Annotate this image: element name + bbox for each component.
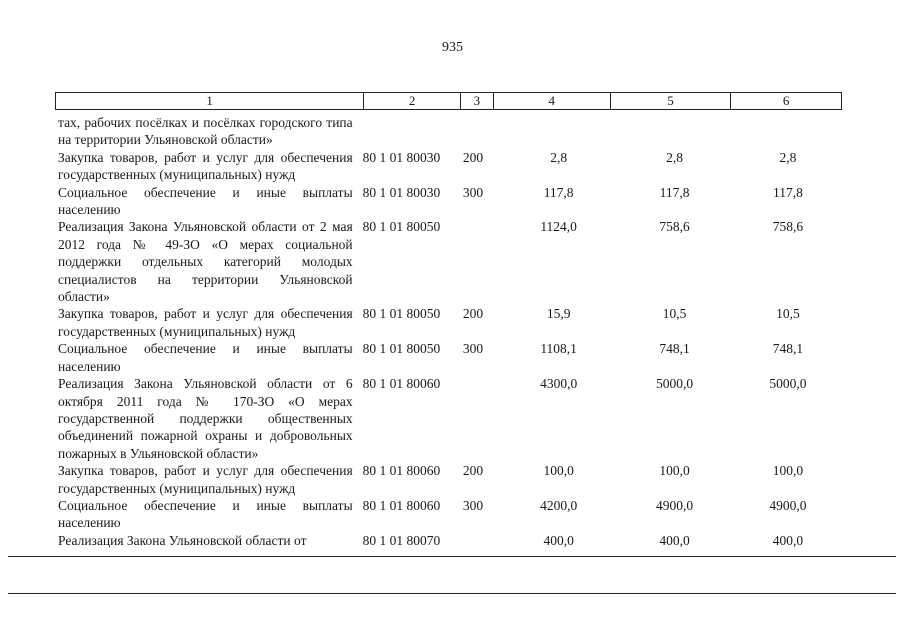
row-code: 80 1 01 80030 <box>362 184 441 200</box>
table-row <box>55 184 842 219</box>
row-value-4: 400,0 <box>543 532 574 548</box>
row-code: 80 1 01 80060 <box>362 376 441 392</box>
row-description: Закупка товаров, работ и услуг для обеспечения государственных (муниципальных) нужд <box>58 463 353 496</box>
table-row <box>55 462 842 497</box>
row-value-4: 117,8 <box>543 184 574 200</box>
row-description: тах, рабочих посёлках и посёлках городского типа на территории Ульяновской области» <box>58 115 353 148</box>
row-value-6: 4900,0 <box>769 497 807 513</box>
row-value-5: 5000,0 <box>655 376 694 392</box>
row-description: Социальное обеспечение и иные выплаты населению <box>58 341 353 374</box>
row-description: Реализация Закона Ульяновской области от <box>58 532 307 548</box>
row-type: 300 <box>462 184 484 200</box>
row-type <box>461 218 502 305</box>
row-value-5: 748,1 <box>659 341 690 357</box>
table-row <box>55 375 842 462</box>
header-col-3: 3 <box>461 93 494 109</box>
row-description: Закупка товаров, работ и услуг для обеспечения государственных (муниципальных) нужд <box>58 306 353 339</box>
header-col-5: 5 <box>611 93 732 109</box>
table-row <box>55 532 842 549</box>
row-code: 80 1 01 80030 <box>362 149 441 165</box>
table-row <box>55 305 842 340</box>
row-value-5: 4900,0 <box>655 497 694 513</box>
row-value-6: 748,1 <box>772 341 804 357</box>
row-code <box>353 114 461 149</box>
row-type: 200 <box>462 463 484 479</box>
table-body <box>55 114 842 549</box>
row-value-6: 117,8 <box>773 184 803 200</box>
row-description: Закупка товаров, работ и услуг для обеспечения государственных (муниципальных) нужд <box>58 149 353 183</box>
row-type: 200 <box>462 306 484 322</box>
row-value-4: 100,0 <box>543 463 574 479</box>
row-value-4: 4300,0 <box>540 376 578 392</box>
row-code: 80 1 01 80050 <box>362 341 441 357</box>
row-type: 200 <box>462 149 484 165</box>
row-description: Реализация Закона Ульяновской области от 6 октября 2011 года № 170-ЗО «О мерах государственной поддержки общественных объединений пожарной охраны и добровольных пожарных в Ульяновской области» <box>58 376 353 461</box>
header-col-6: 6 <box>782 93 790 108</box>
row-type: 300 <box>462 497 484 513</box>
row-value-6: 758,6 <box>772 219 804 235</box>
row-description: Социальное обеспечение и иные выплаты населению <box>58 184 353 218</box>
row-value-6: 400,0 <box>772 532 804 548</box>
row-value-5: 10,5 <box>662 306 687 322</box>
row-value-4 <box>502 114 615 149</box>
row-code: 80 1 01 80070 <box>362 532 441 548</box>
table-row <box>55 497 842 532</box>
row-value-4: 1108,1 <box>540 341 577 357</box>
row-value-4: 1124,0 <box>540 219 577 235</box>
header-col-2: 2 <box>364 93 461 109</box>
table-header <box>55 92 842 110</box>
row-value-4: 2,8 <box>550 149 568 165</box>
row-code: 80 1 01 80060 <box>362 497 441 513</box>
row-description: Реализация Закона Ульяновской области от 2 мая 2012 года № 49-ЗО «О мерах социальной поддержки отдельных категорий молодых специалистов на территории Ульяновской области» <box>58 219 353 305</box>
horizontal-rule <box>8 593 896 594</box>
row-value-5: 117,8 <box>659 184 690 200</box>
row-type <box>461 375 502 462</box>
row-value-4: 15,9 <box>546 306 571 322</box>
row-value-6: 2,8 <box>779 149 797 165</box>
row-value-5: 2,8 <box>666 149 683 165</box>
row-value-5 <box>615 114 734 149</box>
table-row <box>55 114 842 149</box>
table-row <box>55 218 842 305</box>
row-value-5: 100,0 <box>659 463 690 479</box>
row-value-6: 5000,0 <box>769 376 807 392</box>
row-code: 80 1 01 80050 <box>362 306 441 322</box>
page-number: 935 <box>442 40 463 55</box>
row-description: Социальное обеспечение и иные выплаты населению <box>58 497 353 531</box>
row-value-5: 758,6 <box>659 219 690 235</box>
row-type: 300 <box>462 341 484 357</box>
header-col-4: 4 <box>494 93 611 109</box>
row-value-5: 400,0 <box>659 532 690 548</box>
header-col-1: 1 <box>56 93 364 109</box>
row-value-6 <box>734 114 842 149</box>
row-code: 80 1 01 80060 <box>362 463 441 479</box>
row-code: 80 1 01 80050 <box>362 219 441 235</box>
row-value-6: 100,0 <box>772 463 804 479</box>
row-value-4: 4200,0 <box>540 497 578 513</box>
table-row <box>55 340 842 375</box>
row-value-6: 10,5 <box>776 306 800 322</box>
row-type <box>461 114 502 149</box>
row-type <box>461 532 502 549</box>
table-row <box>55 149 842 184</box>
horizontal-rule <box>8 556 896 557</box>
